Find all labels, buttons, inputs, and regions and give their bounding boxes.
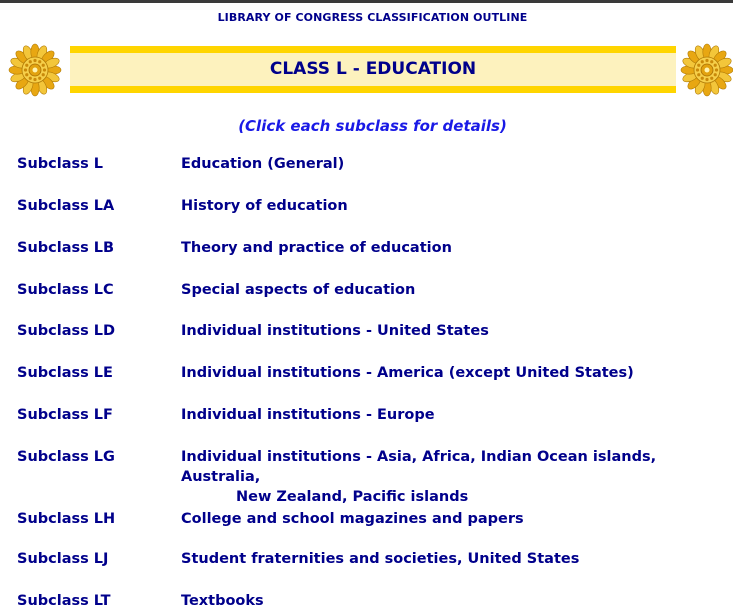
subclass-description-continuation: New Zealand, Pacific islands [236, 489, 469, 505]
subclass-code-link[interactable]: Subclass LF [17, 407, 113, 423]
subclass-description-link[interactable]: Textbooks [181, 593, 264, 609]
subclass-code-link[interactable]: Subclass LH [17, 511, 116, 527]
subclass-code-link[interactable]: Subclass LJ [17, 551, 109, 567]
instruction-text: (Click each subclass for details) [238, 117, 507, 135]
subclass-code-link[interactable]: Subclass LB [17, 240, 115, 256]
subclass-description-link[interactable]: Individual institutions - America (except United States) [181, 365, 634, 381]
subclass-description-link[interactable]: Theory and practice of education [181, 240, 452, 256]
subclass-code-link[interactable]: Subclass LC [17, 282, 114, 298]
subclass-description-link[interactable]: Individual institutions - Europe [181, 407, 435, 423]
subclass-code-link[interactable]: Subclass LD [17, 323, 116, 339]
class-title: CLASS L - EDUCATION [269, 59, 477, 79]
subclass-description-link[interactable]: Student fraternities and societies, United States [181, 551, 580, 567]
subclass-description-link[interactable]: Individual institutions - United States [181, 323, 489, 339]
subclass-description-link[interactable]: Special aspects of education [181, 282, 416, 298]
subclass-code-link[interactable]: Subclass LG [17, 449, 115, 465]
top-border [0, 0, 733, 3]
subclass-description-link[interactable]: History of education [181, 198, 348, 214]
golden-rosette-icon [679, 42, 733, 98]
subclass-code-link[interactable]: Subclass LE [17, 365, 113, 381]
golden-rosette-icon [7, 42, 63, 98]
outline-super-title: LIBRARY OF CONGRESS CLASSIFICATION OUTLINE [217, 11, 528, 24]
subclass-code-link[interactable]: Subclass LT [17, 593, 111, 609]
class-title-banner [70, 46, 676, 93]
subclass-description-link[interactable]: Individual institutions - Asia, Africa, Indian Ocean islands, Australia, New Zealand, Pacific islands [181, 447, 729, 507]
subclass-description-link[interactable]: College and school magazines and papers [181, 511, 524, 527]
subclass-code-link[interactable]: Subclass L [17, 156, 104, 172]
subclass-code-link[interactable]: Subclass LA [17, 198, 115, 214]
subclass-description-link[interactable]: Education (General) [181, 156, 345, 172]
